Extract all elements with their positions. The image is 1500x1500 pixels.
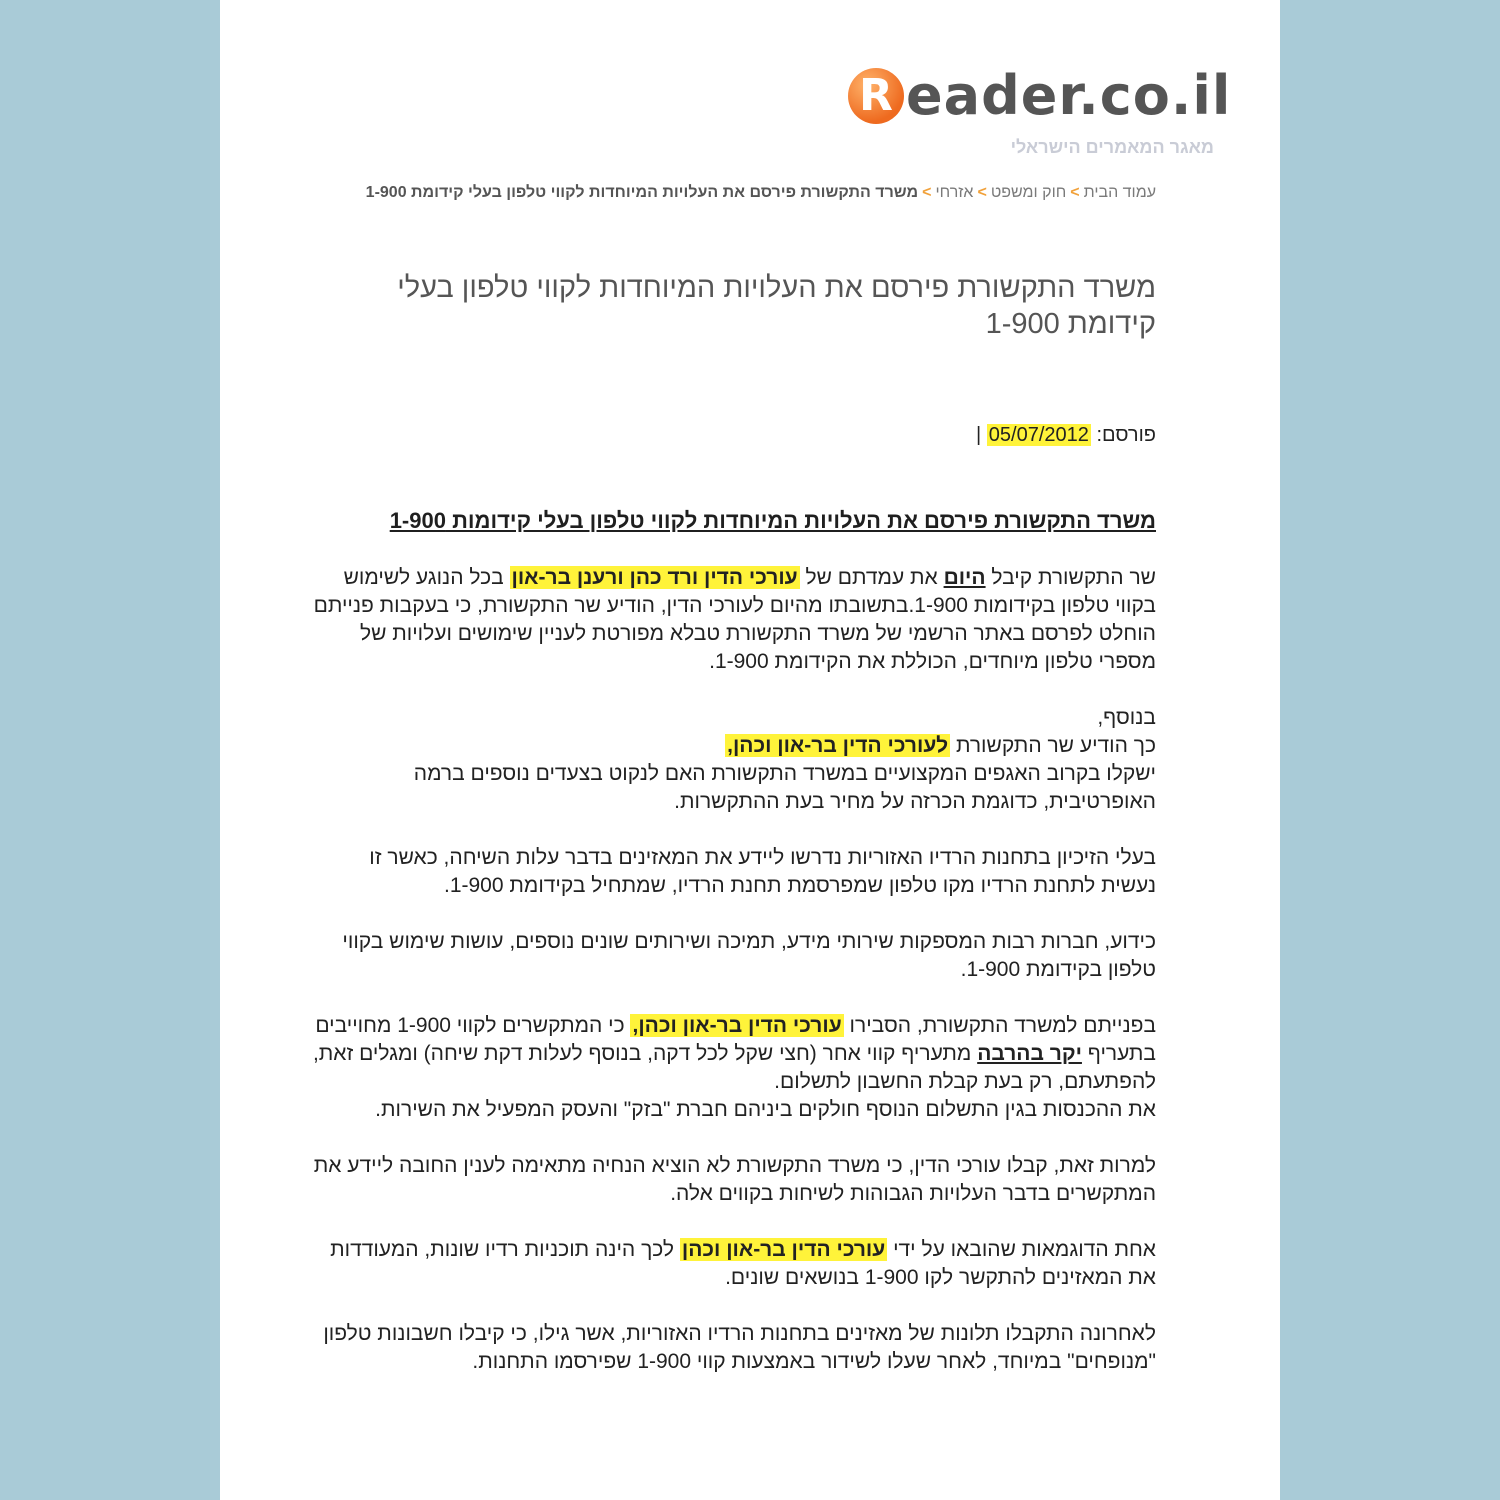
publish-divider: | <box>976 424 982 446</box>
breadcrumb-separator: > <box>922 184 932 201</box>
text-span: כי המתקשרים לקווי 1-900 מחוייבים בתעריף <box>315 1014 1156 1065</box>
site-tagline: מאגר המאמרים הישראלי <box>1010 137 1214 157</box>
paragraph-4: כידוע, חברות רבות המספקות שירותי מידע, תמיכה ושירותים שונים נוספים, עושות שימוש בקווי טלפון בקידומת 1-900. <box>342 930 1156 981</box>
text-span: בפנייתם למשרד התקשורת, הסבירו <box>849 1014 1156 1037</box>
lawyers-highlight: עורכי הדין בר-און וכהן <box>681 1238 886 1261</box>
breadcrumb-home[interactable]: עמוד הבית <box>1083 184 1156 201</box>
text-span: בנוסף, <box>1097 706 1156 729</box>
paragraph-2 <box>312 704 1156 816</box>
lawyers-highlight: לעורכי הדין בר-און וכהן, <box>727 734 949 757</box>
text-span: מתעריף קווי אחר (חצי שקל לכל דקה, בנוסף לעלות דקת שיחה) ומגלים זאת, להפתעתם, רק בעת קבלת החשבון לתשלום. <box>312 1042 1156 1093</box>
publish-info <box>720 424 1156 447</box>
logo-text: eader.co.il <box>906 64 1232 127</box>
breadcrumb-current: משרד התקשורת פירסם את העלויות המיוחדות לקווי טלפון בעלי קידומת 1-900 <box>365 184 919 201</box>
breadcrumb-separator: > <box>1070 184 1080 201</box>
text-span: את עמדתם של <box>805 566 938 589</box>
article-heading: משרד התקשורת פירסם את העלויות המיוחדות לקווי טלפון בעלי קידומות 1-900 <box>389 508 1156 533</box>
paragraph-7 <box>312 1236 1156 1292</box>
paragraph-8: לאחרונה התקבלו תלונות של מאזינים בתחנות הרדיו האזוריות, אשר גילו, כי קיבלו חשבונות טלפון "מנופחים" במיוחד, לאחר שעלו לשידור באמצעות קווי 1-900 שפירסמו התחנות. <box>323 1322 1156 1373</box>
logo-r-badge: R <box>848 68 904 124</box>
site-logo[interactable] <box>848 64 1231 128</box>
breadcrumb-law[interactable]: חוק ומשפט <box>990 184 1067 201</box>
text-span: אחת הדוגמאות שהובאו על ידי <box>893 1238 1156 1261</box>
lawyers-highlight: עורכי הדין ורד כהן ורענן בר-און <box>511 566 798 589</box>
lawyers-highlight: עורכי הדין בר-און וכהן, <box>632 1014 842 1037</box>
text-span: ישקלו בקרוב האגפים המקצועיים במשרד התקשורת האם לנקוט בצעדים נוספים ברמה האופרטיבית, כדוגמת הכרזה על מחיר בעת ההתקשרות. <box>413 762 1156 813</box>
text-span: בכל הנוגע לשימוש בקווי טלפון בקידומות 1-900.בתשובתו מהיום לעורכי הדין, הודיע שר התקשורת, כי בעקבות פנייתם הוחלט לפרסם באתר הרשמי של משרד התקשורת טבלא מפורטת לעניין שימושים ועלויות של מספרי טלפון מיוחדים, הכוללת את הקידומת 1-900. <box>313 566 1156 673</box>
text-span: כך הודיע שר התקשורת <box>955 734 1156 757</box>
text-span: לכך הינה תוכניות רדיו שונות, המעודדות את המאזינים להתקשר לקו 1-900 בנושאים שונים. <box>330 1238 1156 1289</box>
breadcrumb-civil[interactable]: אזרחי <box>935 184 974 201</box>
text-span: את ההכנסות בגין התשלום הנוסף חולקים ביניהם חברת "בזק" והעסק המפעיל את השירות. <box>375 1098 1156 1121</box>
page-title: משרד התקשורת פירסם את העלויות המיוחדות לקווי טלפון בעלי קידומת 1-900 <box>397 272 1156 340</box>
publish-date: 05/07/2012 <box>988 424 1089 446</box>
today-emphasis: היום <box>943 566 986 589</box>
paragraph-6: למרות זאת, קבלו עורכי הדין, כי משרד התקשורת לא הוציא הנחיה מתאימה לענין החובה ליידע את המתקשרים בדבר העלויות הגבוהות לשיחות בקווים אלה. <box>313 1154 1156 1205</box>
document-page <box>220 0 1280 1500</box>
publish-label: פורסם: <box>1096 424 1156 446</box>
breadcrumb-separator: > <box>977 184 987 201</box>
paragraph-1 <box>312 564 1156 676</box>
expensive-emphasis: יקר בהרבה <box>977 1042 1082 1065</box>
breadcrumb <box>310 184 1156 202</box>
text-span: שר התקשורת קיבל <box>991 566 1156 589</box>
paragraph-3: בעלי הזיכיון בתחנות הרדיו האזוריות נדרשו ליידע את המאזינים בדבר עלות השיחה, כאשר זו נעשית לתחנת הרדיו מקו טלפון שמפרסמת תחנת הרדיו, שמתחיל בקידומת 1-900. <box>369 846 1156 897</box>
article-body <box>312 564 1156 1404</box>
paragraph-5 <box>312 1012 1156 1124</box>
